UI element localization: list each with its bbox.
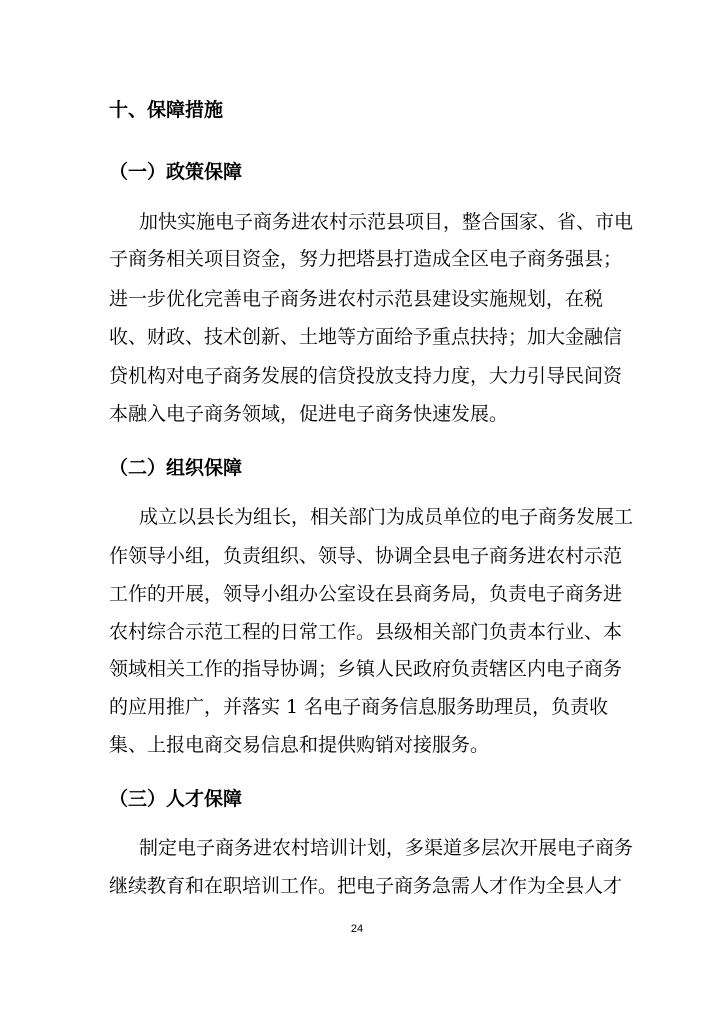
paragraph-line: 本融入电子商务领域，促进电子商务快速发展。 [109, 403, 509, 425]
section-title: 十、保障措施 [109, 99, 224, 121]
paragraph-line: 制定电子商务进农村培训计划，多渠道多层次开展电子商务 [139, 837, 634, 859]
paragraph-line: 进一步优化完善电子商务进农村示范县建设实施规划，在税 [109, 288, 604, 310]
paragraph-line: 作领导小组，负责组织、领导、协调全县电子商务进农村示范 [109, 545, 623, 567]
paragraph-line: 继续教育和在职培训工作。把电子商务急需人才作为全县人才 [109, 875, 623, 897]
paragraph-line: 贷机构对电子商务发展的信贷投放支持力度，大力引导民间资 [109, 365, 623, 387]
subsection-heading-talent: （三）人才保障 [109, 788, 243, 810]
paragraph-line: 集、上报电商交易信息和提供购销对接服务。 [109, 734, 490, 756]
paragraph-line: 工作的开展，领导小组办公室设在县商务局，负责电子商务进 [109, 583, 623, 605]
paragraph-line: 子商务相关项目资金，努力把塔县打造成全区电子商务强县； [109, 248, 623, 270]
paragraph-line: 农村综合示范工程的日常工作。县级相关部门负责本行业、本 [109, 621, 623, 643]
paragraph-line: 成立以县长为组长，相关部门为成员单位的电子商务发展工 [139, 506, 634, 528]
paragraph-line: 的应用推广，并落实 1 名电子商务信息服务助理员，负责收 [109, 696, 609, 718]
paragraph-line: 收、财政、技术创新、土地等方面给予重点扶持；加大金融信 [109, 326, 623, 348]
subsection-heading-organization: （二）组织保障 [109, 457, 243, 479]
page-number: 24 [350, 923, 364, 935]
subsection-heading-policy: （一）政策保障 [109, 161, 243, 183]
paragraph-line: 加快实施电子商务进农村示范县项目，整合国家、省、市电 [139, 211, 634, 233]
paragraph-line: 领域相关工作的指导协调；乡镇人民政府负责辖区内电子商务 [109, 658, 623, 680]
